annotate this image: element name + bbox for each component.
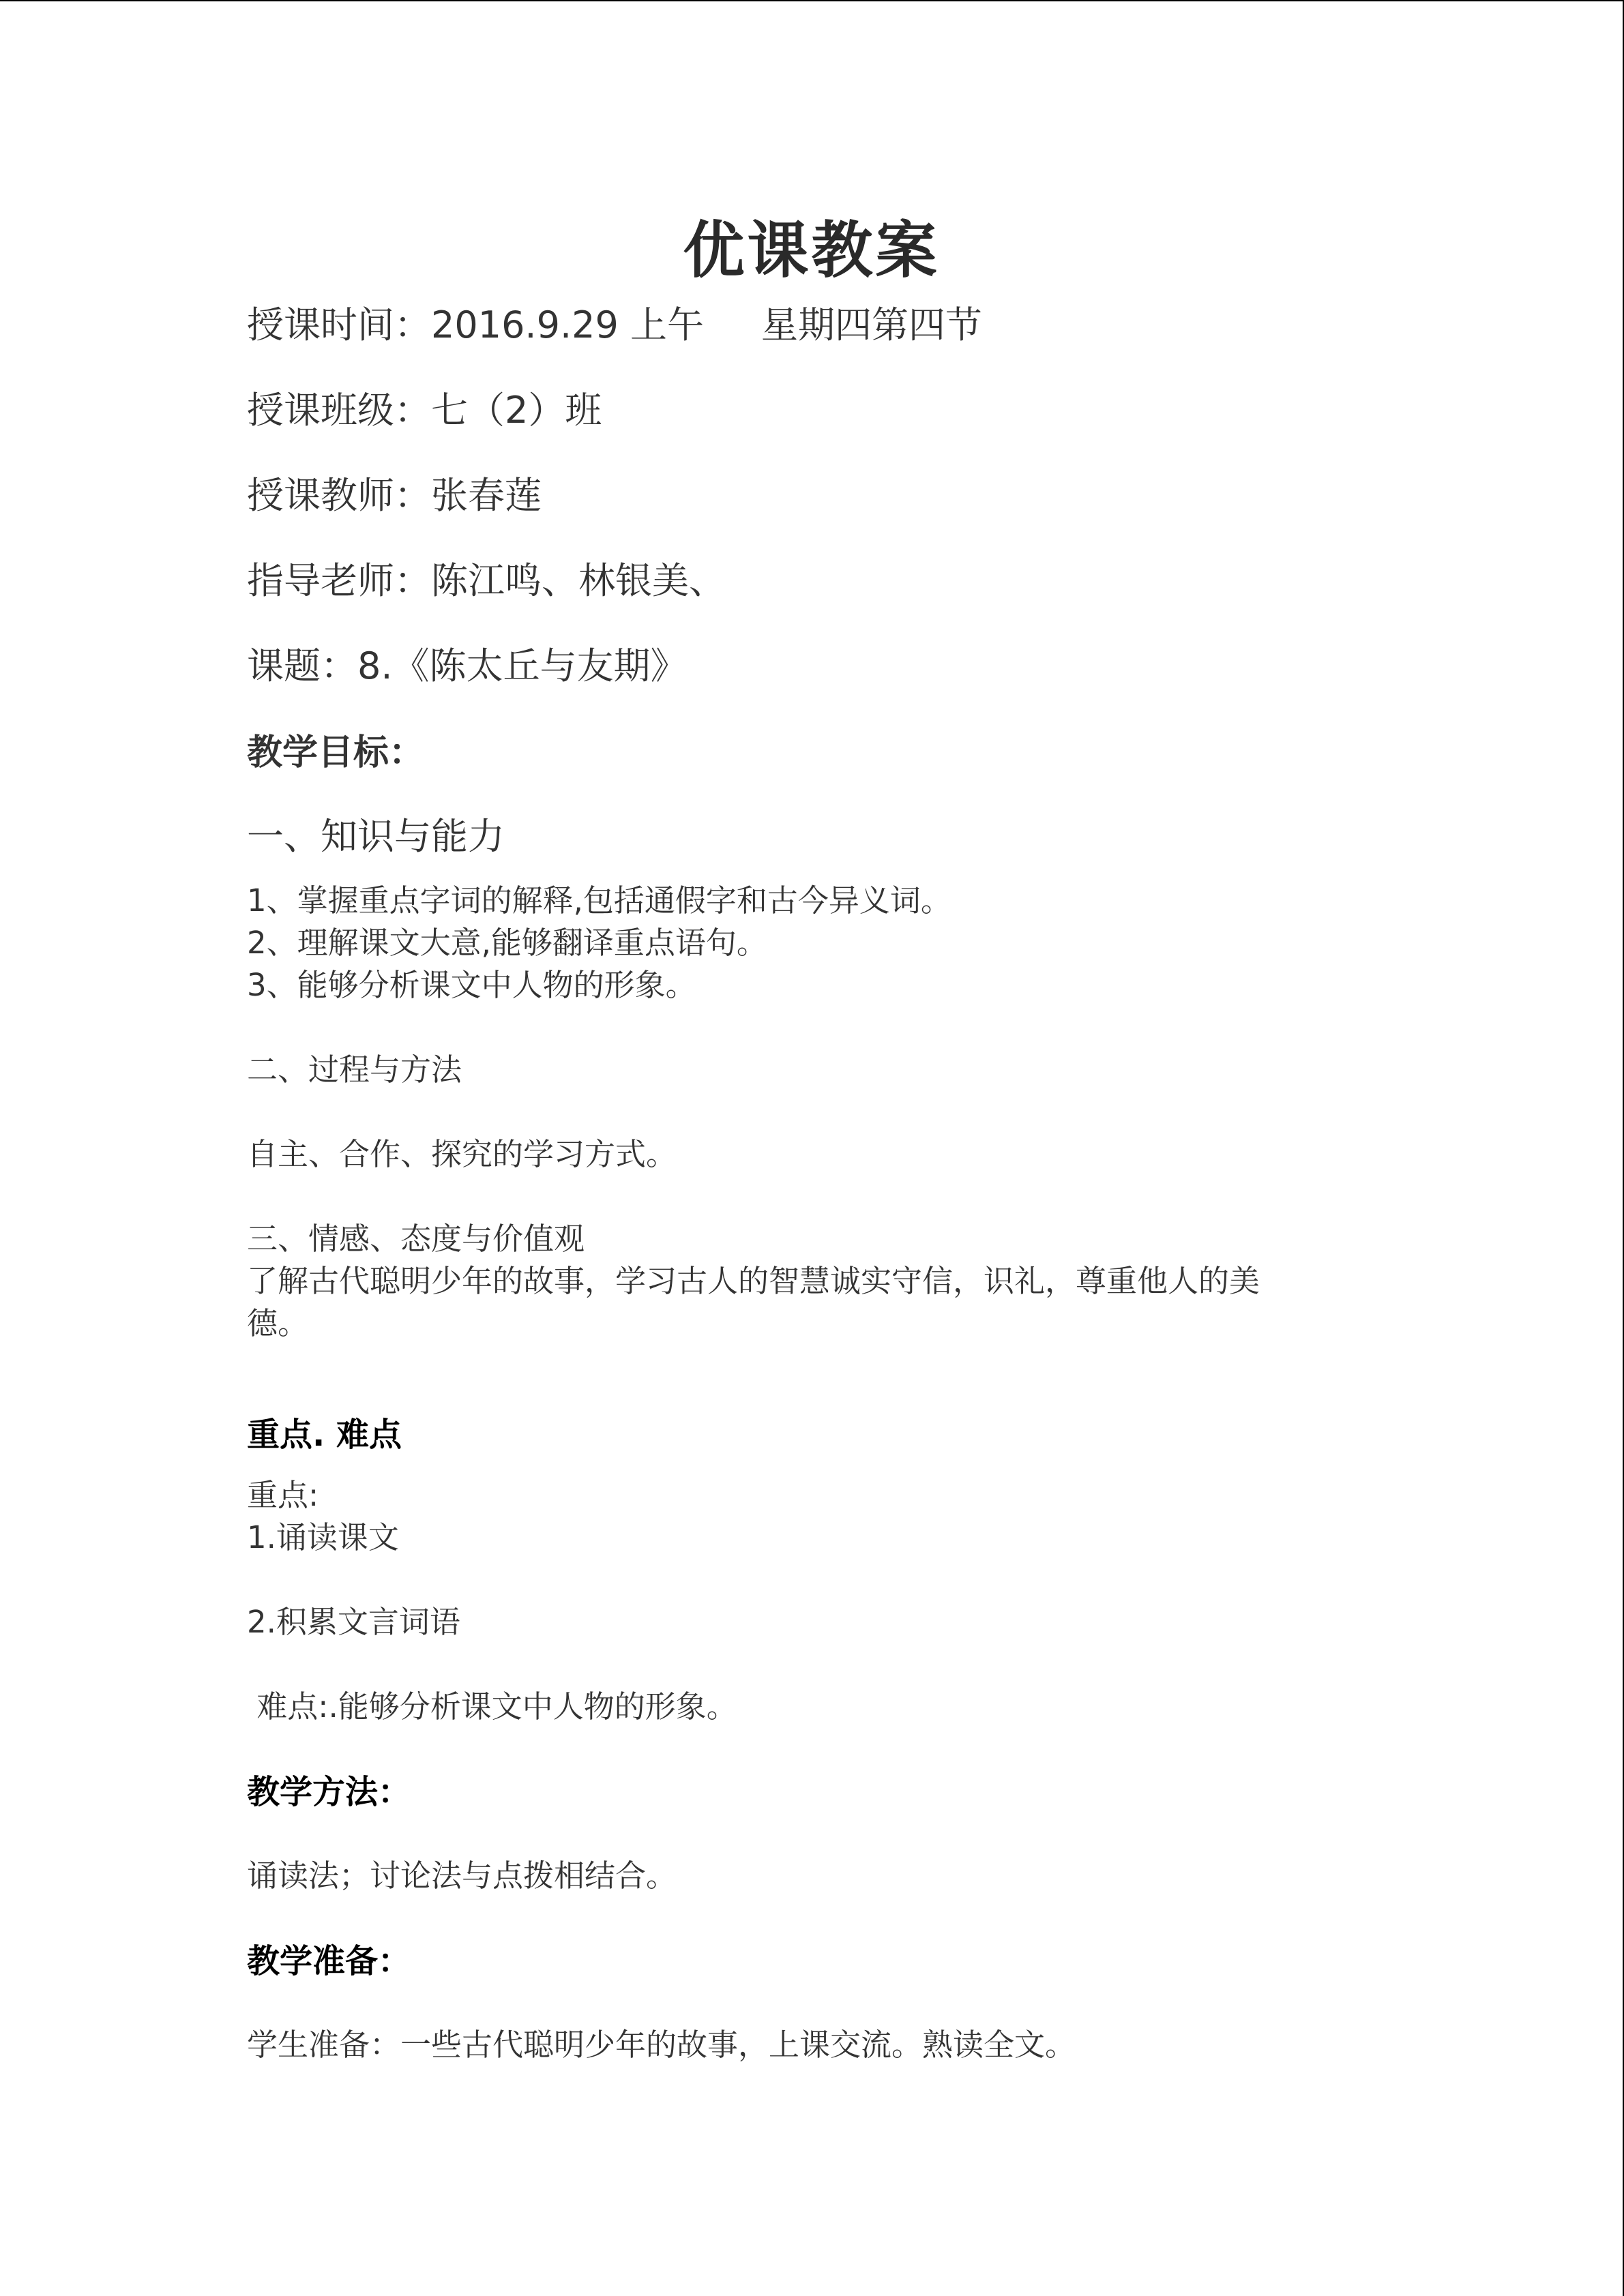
lesson-topic: 课题：8.《陈太丘与友期》 bbox=[247, 644, 688, 687]
objectives-section1-title: 一、知识与能力 bbox=[247, 815, 505, 858]
objectives-section3-text-line2: 德。 bbox=[247, 1305, 309, 1341]
key-points-label: 重点: bbox=[247, 1477, 319, 1513]
objectives-section2-text: 自主、合作、探究的学习方式。 bbox=[247, 1136, 677, 1172]
objective-item: 3、能够分析课文中人物的形象。 bbox=[247, 967, 696, 1003]
lesson-advisor: 指导老师：陈江鸣、林银美、 bbox=[247, 559, 726, 602]
difficulty-text: 难点:.能够分析课文中人物的形象。 bbox=[247, 1688, 737, 1725]
objectives-section3-title: 三、情感、态度与价值观 bbox=[247, 1221, 585, 1257]
lesson-time bbox=[247, 303, 982, 348]
page-title: 优课教案 bbox=[683, 215, 940, 286]
lesson-time-label: 授课时间： bbox=[247, 303, 431, 346]
objective-item: 2、理解课文大意,能够翻译重点语句。 bbox=[247, 925, 767, 961]
methods-text: 诵读法；讨论法与点拨相结合。 bbox=[247, 1858, 677, 1894]
key-points-heading: 重点. 难点 bbox=[247, 1416, 402, 1454]
methods-heading: 教学方法： bbox=[247, 1773, 411, 1811]
objectives-section2-title: 二、过程与方法 bbox=[247, 1052, 462, 1088]
key-point-item: 1.诵读课文 bbox=[247, 1519, 399, 1555]
preparation-heading: 教学准备： bbox=[247, 1942, 411, 1980]
objectives-section3-text-line1: 了解古代聪明少年的故事，学习古人的智慧诚实守信，识礼，尊重他人的美 bbox=[247, 1263, 1260, 1299]
objective-item: 1、掌握重点字词的解释,包括通假字和古今异义词。 bbox=[247, 882, 951, 919]
preparation-text: 学生准备：一些古代聪明少年的故事，上课交流。熟读全文。 bbox=[247, 2027, 1076, 2063]
lesson-time-extra: 星期四第四节 bbox=[761, 303, 982, 346]
lesson-time-value: 2016.9.29 上午 bbox=[431, 303, 704, 346]
key-point-item: 2.积累文言词语 bbox=[247, 1604, 460, 1640]
objectives-heading: 教学目标： bbox=[247, 732, 425, 773]
lesson-teacher: 授课教师：张春莲 bbox=[247, 474, 542, 517]
lesson-class: 授课班级：七（2）班 bbox=[247, 389, 602, 432]
